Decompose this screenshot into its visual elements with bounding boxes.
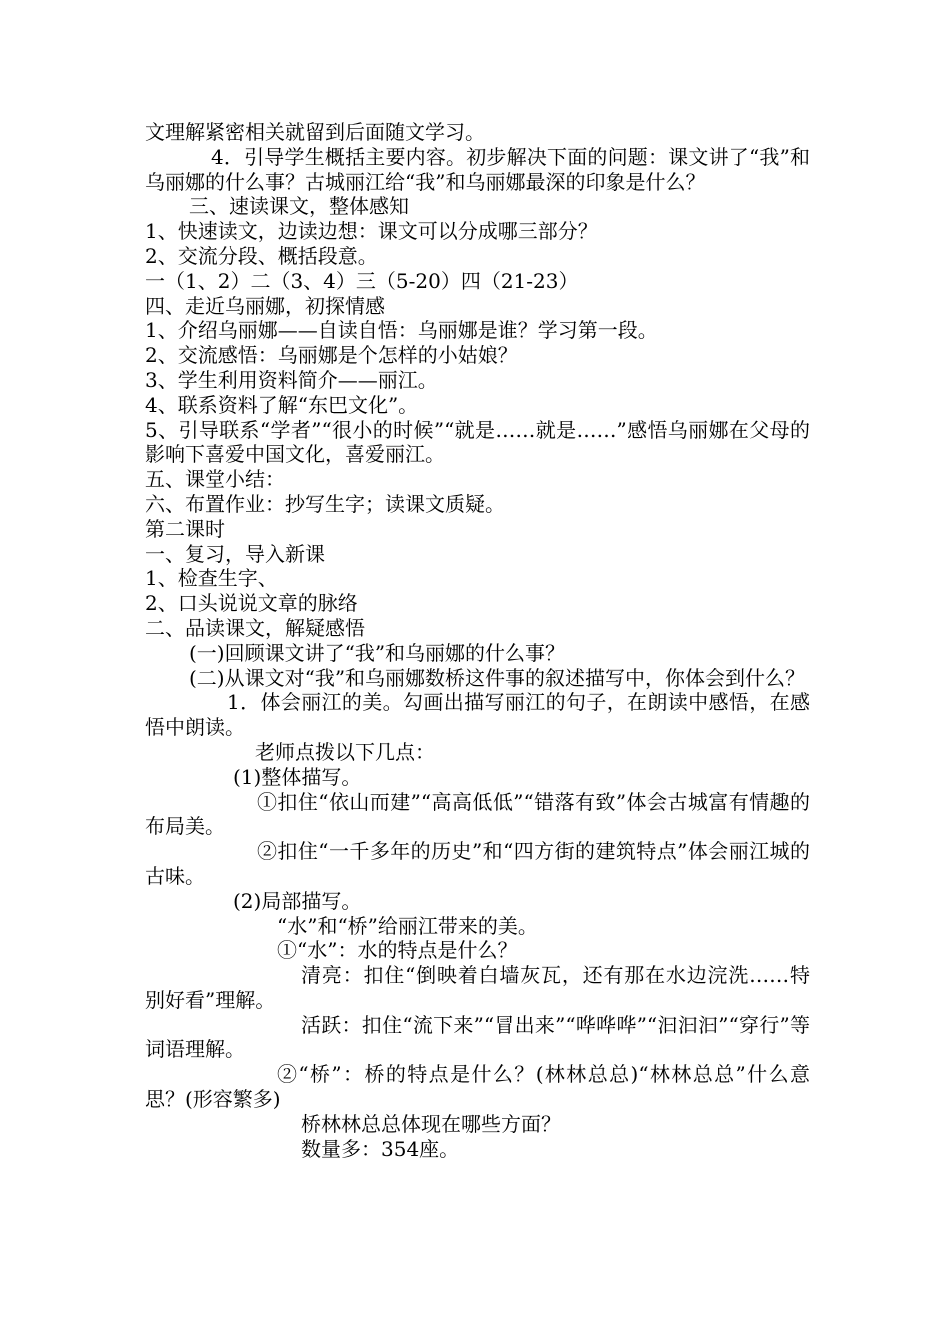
paragraph-11: 4、联系资料了解“东巴文化”。 <box>145 392 419 417</box>
paragraph-33: 桥林林总总体现在哪些方面？ <box>301 1111 561 1136</box>
paragraph-17: 1、检查生字、 <box>145 566 278 591</box>
paragraph-23: 老师点拨以下几点： <box>255 739 435 764</box>
paragraph-10: 3、学生利用资料简介——丽江。 <box>145 367 438 392</box>
paragraph-22: 1．体会丽江的美。勾画出描写丽江的句子，在朗读中感悟，在感悟中朗读。 <box>145 690 810 740</box>
paragraph-13: 五、课堂小结： <box>145 467 285 492</box>
paragraph-12: 5、引导联系“学者”“很小的时候”“就是……就是……”感悟乌丽娜在父母的影响下喜爱中国文化，喜爱丽江。 <box>145 417 810 467</box>
paragraph-18: 2、口头说说文章的脉络 <box>145 591 358 616</box>
paragraph-31: 活跃：扣住“流下来”“冒出来”“哗哗哗”“汩汩汩”“穿行”等词语理解。 <box>145 1012 810 1062</box>
paragraph-29: ①“水”：水的特点是什么？ <box>277 938 518 963</box>
paragraph-27: (2)局部描写。 <box>233 888 362 913</box>
paragraph-28: “水”和“桥”给丽江带来的美。 <box>277 913 538 938</box>
paragraph-30: 清亮：扣住“倒映着白墙灰瓦，还有那在水边浣洗……特别好看”理解。 <box>145 963 810 1012</box>
paragraph-20: (一)回顾课文讲了“我”和乌丽娜的什么事？ <box>189 640 566 665</box>
paragraph-14: 六、布置作业：抄写生字；读课文质疑。 <box>145 491 505 516</box>
paragraph-6: 一（1、2）二（3、4）三（5-20）四（21-23） <box>145 268 579 293</box>
paragraph-16: 一、复习，导入新课 <box>145 541 325 566</box>
paragraph-5: 2、交流分段、概括段意。 <box>145 243 378 268</box>
paragraph-2: 4．引导学生概括主要内容。初步解决下面的问题：课文讲了“我”和乌丽娜的什么事？古城丽江给“我”和乌丽娜最深的印象是什么？ <box>145 144 810 194</box>
paragraph-25: ①扣住“依山而建”“高高低低”“错落有致”体会古城富有情趣的布局美。 <box>145 789 810 839</box>
paragraph-21: (二)从课文对“我”和乌丽娜数桥这件事的叙述描写中，你体会到什么？ <box>189 665 806 690</box>
paragraph-3: 三、速读课文，整体感知 <box>189 194 409 219</box>
document-body <box>145 120 810 1161</box>
paragraph-9: 2、交流感悟：乌丽娜是个怎样的小姑娘？ <box>145 343 518 368</box>
paragraph-15: 第二课时 <box>145 516 225 541</box>
paragraph-8: 1、介绍乌丽娜——自读自悟：乌丽娜是谁？学习第一段。 <box>145 318 658 343</box>
paragraph-32: ②“桥”：桥的特点是什么？(林林总总)“林林总总”什么意思？(形容繁多) <box>145 1062 810 1112</box>
paragraph-7: 四、走近乌丽娜，初探情感 <box>145 293 385 318</box>
paragraph-34: 数量多：354座。 <box>301 1136 460 1161</box>
paragraph-19: 二、品读课文，解疑感悟 <box>145 615 365 640</box>
paragraph-1: 文理解紧密相关就留到后面随文学习。 <box>145 120 485 144</box>
paragraph-24: (1)整体描写。 <box>233 764 362 789</box>
paragraph-4: 1、快速读文，边读边想：课文可以分成哪三部分？ <box>145 219 598 244</box>
paragraph-26: ②扣住“一千多年的历史”和“四方街的建筑特点”体会丽江城的古味。 <box>145 839 810 888</box>
